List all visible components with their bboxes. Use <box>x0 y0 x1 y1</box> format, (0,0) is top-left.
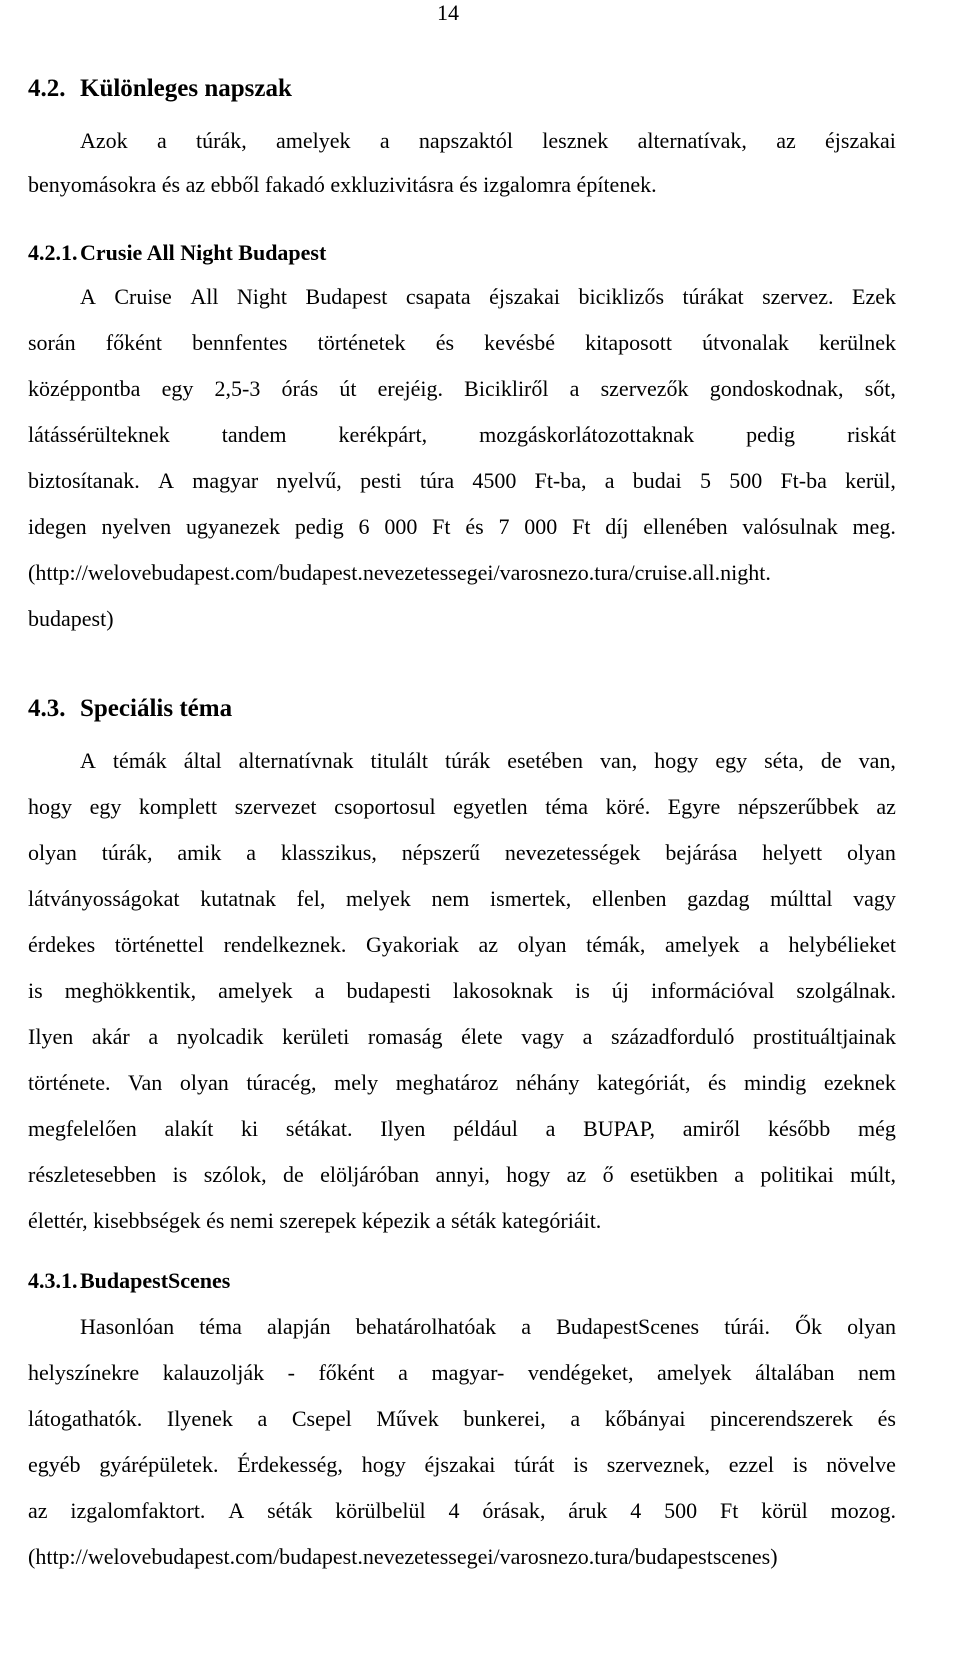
word: a <box>570 1406 581 1431</box>
word: meg. <box>852 514 896 539</box>
word: amik <box>177 840 222 865</box>
word: klasszikus, <box>280 840 377 865</box>
word: középpontba <box>28 376 141 401</box>
word: éjszakai <box>825 128 896 153</box>
word: szervez. <box>762 284 834 309</box>
word: órásak, <box>482 1498 546 1523</box>
word: órás <box>281 376 319 401</box>
word: bennfentes <box>192 330 288 355</box>
word: ezzel <box>728 1452 774 1477</box>
word: Gyakoriak <box>365 932 459 957</box>
url-line: (http://welovebudapest.com/budapest.nevezetessegei/varosnezo.tura/cruise.all.night. <box>28 560 771 585</box>
word: a <box>604 468 615 493</box>
word: Hasonlóan <box>80 1314 175 1339</box>
word: bejárása <box>665 840 738 865</box>
word: új <box>611 978 629 1003</box>
word: a <box>148 1024 159 1049</box>
word: esetükben <box>629 1162 718 1187</box>
page-number: 14 <box>437 0 459 25</box>
word: nem <box>431 886 470 911</box>
word: 500 <box>664 1498 698 1523</box>
word: egyetlen <box>453 794 528 819</box>
word: olyan <box>847 840 896 865</box>
word: körül <box>761 1498 808 1523</box>
word: romaság <box>367 1024 443 1049</box>
subsection-title: Crusie All Night Budapest <box>80 240 327 265</box>
word: túracég, <box>246 1070 317 1095</box>
word: Cruise <box>114 284 172 309</box>
paragraph-line <box>28 1024 896 1050</box>
word: helybélieket <box>788 932 896 957</box>
word: budai <box>632 468 682 493</box>
word: a <box>398 1360 408 1385</box>
word: Ilyenek <box>166 1406 233 1431</box>
word: kerül, <box>845 468 896 493</box>
word: során <box>28 330 76 355</box>
word: kitaposott <box>585 330 672 355</box>
word: díj <box>605 514 629 539</box>
word: valósulnak <box>742 514 838 539</box>
word: de <box>820 748 842 773</box>
word: van, <box>599 748 638 773</box>
word: 500 <box>729 468 763 493</box>
word: mozog. <box>830 1498 896 1523</box>
paragraph-line <box>28 422 896 448</box>
paragraph-line <box>80 748 896 774</box>
word: hogy <box>506 1162 551 1187</box>
word: All <box>190 284 219 309</box>
word: kutatnak <box>200 886 276 911</box>
word: 4 <box>448 1498 460 1523</box>
word: múlttal <box>770 886 833 911</box>
word: Night <box>236 284 288 309</box>
word: 4500 <box>472 468 517 493</box>
word: akár <box>91 1024 130 1049</box>
word: Ezek <box>852 284 896 309</box>
word: gyárépületek. <box>99 1452 219 1477</box>
word: meghökkentik, <box>64 978 197 1003</box>
word: olyan <box>517 932 567 957</box>
paragraph-line <box>28 330 896 356</box>
word: látványosságokat <box>28 886 180 911</box>
word: túrák, <box>196 128 247 153</box>
paragraph-line: élettér, kisebbségek és nemi szerepek képezik a séták kategóriáit. <box>28 1208 602 1233</box>
word: biciklizős <box>578 284 665 309</box>
word: vendégeket, <box>527 1360 634 1385</box>
word: látássérülteknek <box>28 422 170 447</box>
word: amelyek <box>664 932 740 957</box>
word: részletesebben <box>28 1162 157 1187</box>
word: Van <box>128 1070 163 1095</box>
word: titulált <box>370 748 428 773</box>
word: Csepel <box>291 1406 352 1431</box>
word: túrákat <box>682 284 744 309</box>
word: még <box>857 1116 896 1141</box>
word: népszerű <box>401 840 480 865</box>
word: népszerűbbek <box>737 794 859 819</box>
word: a <box>379 128 390 153</box>
paragraph-line <box>28 1452 896 1478</box>
subsection-heading-4-2-1 <box>28 240 326 266</box>
word: budapesti <box>346 978 431 1003</box>
word: témák, <box>586 932 646 957</box>
word: napszaktól <box>418 128 513 153</box>
section-heading-4-2 <box>28 74 292 104</box>
word: 5 <box>699 468 711 493</box>
word: a <box>582 1024 593 1049</box>
word: mindig <box>743 1070 807 1095</box>
word: ugyanezek <box>185 514 280 539</box>
word: szervezők <box>600 376 689 401</box>
word: főként <box>318 1360 375 1385</box>
word: vagy <box>521 1024 564 1049</box>
paragraph-line <box>28 794 896 820</box>
word: is <box>28 978 43 1003</box>
word: az <box>776 128 796 153</box>
section-number: 4.3. <box>28 695 66 722</box>
word: nyolcadik <box>176 1024 264 1049</box>
word: ki <box>241 1116 259 1141</box>
word: egy <box>89 794 122 819</box>
word: információval <box>650 978 775 1003</box>
word: mely <box>334 1070 379 1095</box>
word: Ft-ba <box>780 468 827 493</box>
url-line: budapest) <box>28 606 114 631</box>
word: alternatívnak <box>238 748 354 773</box>
word: történettel <box>114 932 204 957</box>
word: útvonalak <box>702 330 789 355</box>
word: hogy <box>28 794 72 819</box>
word: körülbelül <box>335 1498 426 1523</box>
paragraph-line <box>28 1406 896 1432</box>
word: a <box>569 376 580 401</box>
paragraph-line <box>28 376 896 402</box>
word: egyéb <box>28 1452 81 1477</box>
word: pedig <box>294 514 344 539</box>
paragraph-line <box>28 1360 896 1386</box>
word: szolgálnak. <box>796 978 896 1003</box>
word: Ilyen <box>380 1116 426 1141</box>
word: és <box>435 330 455 355</box>
word: sőt, <box>864 376 896 401</box>
word: Ft <box>572 514 591 539</box>
word: a <box>257 1406 268 1431</box>
word: például <box>453 1116 518 1141</box>
paragraph-line <box>28 932 896 958</box>
word: a <box>314 978 325 1003</box>
word: túrái. <box>724 1314 771 1339</box>
word: látogathatók. <box>28 1406 143 1431</box>
word: az <box>566 1162 587 1187</box>
word: éjszakai <box>424 1452 496 1477</box>
word: lesznek <box>542 128 609 153</box>
word: túrák <box>444 748 491 773</box>
word: ellenben <box>591 886 667 911</box>
word: kerülnek <box>818 330 896 355</box>
word: melyek <box>346 886 411 911</box>
word: komplett <box>138 794 218 819</box>
word: köré. <box>605 794 651 819</box>
paragraph-line <box>28 1498 896 1524</box>
section-number: 4.2. <box>28 75 66 102</box>
word: lakosoknak <box>452 978 554 1003</box>
word: túrák, <box>101 840 153 865</box>
word: amelyek <box>276 128 351 153</box>
word: az <box>478 932 498 957</box>
word: szervezet <box>234 794 317 819</box>
paragraph-line <box>28 840 896 866</box>
word: az <box>876 794 896 819</box>
word: a <box>156 128 167 153</box>
word: olyan <box>179 1070 229 1095</box>
word: fel, <box>296 886 326 911</box>
word: nem <box>857 1360 896 1385</box>
word: A <box>80 284 96 309</box>
word: kerületi <box>282 1024 350 1049</box>
word: pedig <box>746 422 796 447</box>
word: A <box>228 1498 245 1523</box>
word: rendelkeznek. <box>223 932 347 957</box>
word: pincerendszerek <box>710 1406 854 1431</box>
word: áruk <box>568 1498 608 1523</box>
paragraph-line <box>28 468 896 494</box>
paragraph-line <box>28 1070 896 1096</box>
word: alapján <box>267 1314 331 1339</box>
word: erejéig. <box>377 376 443 401</box>
word: éjszakai <box>489 284 560 309</box>
word: néhány <box>515 1070 580 1095</box>
word: 2,5-3 <box>214 376 261 401</box>
word: történetek <box>317 330 406 355</box>
word: séták <box>267 1498 313 1523</box>
word: annyi, <box>435 1162 490 1187</box>
word: Ft <box>720 1498 739 1523</box>
word: vagy <box>853 886 896 911</box>
word: és <box>877 1406 896 1431</box>
word: megfelelően <box>28 1116 137 1141</box>
word: amelyek <box>657 1360 732 1385</box>
word: 000 <box>384 514 418 539</box>
word: amelyek <box>218 978 293 1003</box>
word: nevezetességek <box>504 840 641 865</box>
word: sétákat. <box>285 1116 353 1141</box>
word: ellenében <box>643 514 728 539</box>
word: túrát <box>514 1452 555 1477</box>
word: ő <box>602 1162 614 1187</box>
word: hogy <box>361 1452 406 1477</box>
word: és <box>465 514 484 539</box>
word: a <box>759 932 769 957</box>
word: téma <box>199 1314 242 1339</box>
word: is <box>792 1452 808 1477</box>
word: olyan <box>847 1314 896 1339</box>
word: Azok <box>80 128 128 153</box>
word: is <box>573 1452 588 1477</box>
word: az <box>28 1498 48 1523</box>
paragraph-line <box>28 1116 896 1142</box>
word: meghatároz <box>395 1070 499 1095</box>
word: kevésbé <box>484 330 556 355</box>
word: Budapest <box>305 284 388 309</box>
word: kalauzolják <box>162 1360 265 1385</box>
word: út <box>339 376 357 401</box>
word: prostituáltjainak <box>753 1024 896 1049</box>
word: és <box>708 1070 727 1095</box>
subsection-number: 4.2.1. <box>28 240 78 265</box>
word: alternatívak, <box>637 128 747 153</box>
word: túra <box>419 468 455 493</box>
word: riskát <box>847 422 896 447</box>
paragraph-line <box>28 886 896 912</box>
word: főként <box>105 330 162 355</box>
subsection-title: BudapestScenes <box>80 1268 231 1293</box>
word: Ilyen <box>28 1024 74 1049</box>
word: 000 <box>524 514 558 539</box>
subsection-number: 4.3.1. <box>28 1268 78 1293</box>
word: a <box>734 1162 745 1187</box>
word: csapata <box>405 284 471 309</box>
word: van, <box>858 748 896 773</box>
word: érdekes <box>28 932 96 957</box>
word: egy <box>161 376 194 401</box>
word: századforduló <box>611 1024 735 1049</box>
word: amiről <box>682 1116 741 1141</box>
word: BudapestScenes <box>556 1314 700 1339</box>
word: BUPAP, <box>583 1116 656 1141</box>
subsection-heading-4-3-1 <box>28 1268 230 1294</box>
word: szerveznek, <box>606 1452 710 1477</box>
word: múlt, <box>850 1162 896 1187</box>
word: politikai <box>760 1162 834 1187</box>
word: elöljáróban <box>320 1162 420 1187</box>
paragraph-line <box>28 514 896 540</box>
word: helyett <box>762 840 823 865</box>
word: kerékpárt, <box>338 422 428 447</box>
word: magyar- <box>431 1360 505 1385</box>
word: Ők <box>795 1314 822 1339</box>
word: Ft <box>432 514 451 539</box>
section-title: Különleges napszak <box>80 75 292 102</box>
word: 4 <box>630 1498 642 1523</box>
paragraph-line <box>80 284 896 310</box>
word: története. <box>28 1070 111 1095</box>
word: esetében <box>507 748 583 773</box>
word: magyar <box>192 468 259 493</box>
word: izgalomfaktort. <box>70 1498 206 1523</box>
word: téma <box>545 794 589 819</box>
word: is <box>172 1162 188 1187</box>
word: olyan <box>28 840 77 865</box>
paragraph-line: benyomásokra és az ebből fakadó exkluzivitásra és izgalomra építenek. <box>28 172 657 197</box>
word: biztosítanak. <box>28 468 140 493</box>
url-line: (http://welovebudapest.com/budapest.nevezetessegei/varosnezo.tura/budapestscenes) <box>28 1544 778 1569</box>
word: A <box>158 468 174 493</box>
paragraph-line <box>80 1314 896 1340</box>
word: bunkerei, <box>463 1406 546 1431</box>
word: egy <box>715 748 748 773</box>
word: 7 <box>498 514 510 539</box>
word: hogy <box>654 748 699 773</box>
word: de <box>283 1162 304 1187</box>
word: is <box>575 978 590 1003</box>
word: 6 <box>358 514 370 539</box>
word: idegen <box>28 514 87 539</box>
word: később <box>767 1116 831 1141</box>
word: helyszínekre <box>28 1360 140 1385</box>
paragraph-line <box>28 1162 896 1188</box>
word: által <box>183 748 222 773</box>
word: általában <box>755 1360 835 1385</box>
word: kategóriát, <box>597 1070 691 1095</box>
word: témák <box>112 748 167 773</box>
word: ismertek, <box>490 886 572 911</box>
word: nyelven <box>101 514 172 539</box>
paragraph-line <box>28 978 896 1004</box>
word: gazdag <box>687 886 750 911</box>
word: tandem <box>221 422 287 447</box>
word: csoportosul <box>334 794 436 819</box>
word: a <box>246 840 257 865</box>
word: szólok, <box>203 1162 267 1187</box>
word: alakít <box>164 1116 214 1141</box>
word: mozgáskorlátozottaknak <box>479 422 695 447</box>
word: Bicikliről <box>464 376 549 401</box>
word: nyelvű, <box>276 468 342 493</box>
word: Művek <box>376 1406 439 1431</box>
word: a <box>545 1116 556 1141</box>
word: pesti <box>360 468 402 493</box>
word: - <box>287 1360 295 1385</box>
word: a <box>521 1314 532 1339</box>
word: A <box>80 748 96 773</box>
paragraph-line <box>80 128 896 154</box>
word: behatárolhatóak <box>355 1314 497 1339</box>
section-title: Speciális téma <box>80 695 233 722</box>
word: növelve <box>826 1452 896 1477</box>
word: ezeknek <box>823 1070 896 1095</box>
word: séta, <box>764 748 804 773</box>
word: Egyre <box>667 794 721 819</box>
word: Érdekesség, <box>237 1452 343 1477</box>
word: Ft-ba, <box>534 468 587 493</box>
word: gondoskodnak, <box>709 376 844 401</box>
section-heading-4-3 <box>28 694 232 724</box>
word: kőbányai <box>604 1406 686 1431</box>
word: élete <box>461 1024 503 1049</box>
